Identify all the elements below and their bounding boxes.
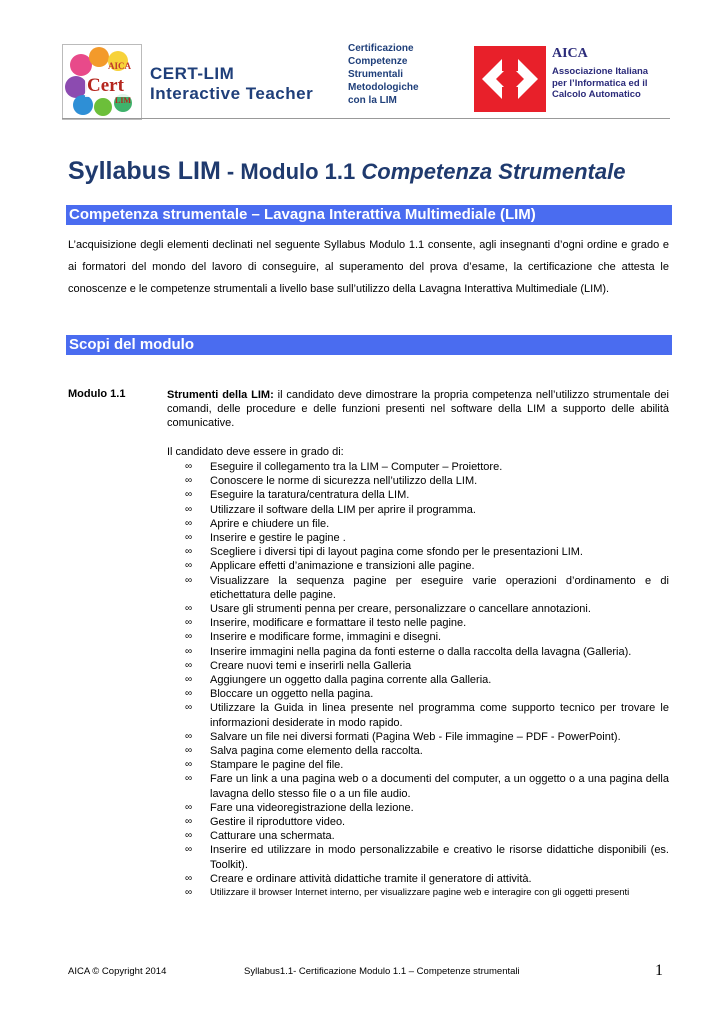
list-item-text: Inserire e gestire le pagine . (210, 532, 346, 545)
bullet-icon: ∞ (185, 517, 193, 529)
cert-desc-line: Metodologiche (348, 82, 419, 93)
cert-desc-line: Certificazione (348, 43, 414, 54)
bullet-icon: ∞ (185, 532, 193, 544)
list-item (185, 545, 669, 559)
bullet-icon: ∞ (185, 560, 193, 572)
list-item (185, 460, 669, 474)
list-item-text: Eseguire il collegamento tra la LIM – Computer – Proiettore. (210, 461, 503, 473)
list-item (185, 730, 669, 744)
flower-logo-icon (63, 45, 141, 119)
logo-aica-text: AICA (108, 61, 132, 71)
aica-desc-line: per l’Informatica ed il (552, 77, 648, 89)
list-item-text: Bloccare un oggetto nella pagina. (210, 688, 374, 701)
bullet-icon: ∞ (185, 659, 193, 671)
bullet-icon: ∞ (185, 503, 193, 515)
module-description (167, 388, 669, 430)
skills-list (185, 460, 669, 899)
bullet-icon: ∞ (185, 830, 193, 842)
bullet-icon: ∞ (185, 773, 193, 785)
page-header (62, 42, 670, 120)
list-item (185, 687, 669, 701)
list-item (185, 531, 669, 545)
bullet-icon: ∞ (185, 745, 193, 757)
bullet-icon: ∞ (185, 475, 193, 487)
bullet-icon: ∞ (185, 801, 193, 813)
bullet-icon: ∞ (185, 816, 193, 828)
module-title: Strumenti della LIM: (167, 389, 274, 401)
cert-desc-line: Strumentali (348, 69, 404, 80)
list-item-text: Fare un link a una pagina web o a documenti del computer, a un oggetto o a una pagina della lavagna dello stesso file o a un file audio. (210, 773, 669, 800)
list-item (185, 503, 669, 517)
list-item (185, 630, 669, 644)
list-item (185, 772, 669, 800)
list-item (185, 517, 669, 531)
list-item (185, 474, 669, 488)
intro-paragraph: L’acquisizione degli elementi declinati nel seguente Syllabus Modulo 1.1 consente, agli insegnanti d’ogni ordine e grado e ai formatori del mondo del lavoro di conseguire, al superamento del prova d’esame, la certificazione che attesta le conoscenze e le competenze strumentali a livello base sull’utilizzo della Lavagna Interattiva Multimediale (LIM). (68, 239, 669, 295)
cert-desc-line: Competenze (348, 56, 408, 67)
list-item (185, 744, 669, 758)
list-item (185, 488, 669, 502)
footer-center: Syllabus1.1- Certificazione Modulo 1.1 – Competenze strumentali (244, 966, 520, 977)
list-item-text: Creare nuovi temi e inserirli nella Galleria (210, 659, 412, 672)
list-item-text: Creare e ordinare attività didattiche tramite il generatore di attività. (210, 872, 532, 885)
list-item-text: Usare gli strumenti penna per creare, personalizzare o cancellare annotazioni. (210, 603, 591, 616)
title-subtitle: Competenza Strumentale (361, 159, 626, 184)
section-heading-scopi: Scopi del modulo (66, 335, 672, 355)
list-item (185, 829, 669, 843)
logo-cert-text: Cert (87, 75, 124, 96)
list-item (185, 602, 669, 616)
bullet-icon: ∞ (185, 645, 193, 657)
bullet-icon: ∞ (185, 603, 193, 615)
bullet-icon: ∞ (185, 872, 193, 884)
header-divider (62, 118, 670, 119)
bullet-icon: ∞ (185, 702, 193, 714)
section-heading-competenza: Competenza strumentale – Lavagna Interattiva Multimediale (LIM) (66, 205, 672, 225)
page-title (68, 157, 625, 186)
certification-description (348, 42, 458, 107)
list-item-text: Inserire ed utilizzare in modo personalizzabile e creativo le risorse didattiche disponibili (es. Toolkit). (210, 844, 669, 871)
list-item-text: Catturare una schermata. (210, 830, 335, 843)
list-item-text: Utilizzare il browser Internet interno, per visualizzare pagine web e interagire con gli oggetti presenti (210, 887, 630, 899)
page-number: 1 (655, 962, 663, 979)
bullet-icon: ∞ (185, 887, 193, 899)
certlim-subtitle: Interactive Teacher (150, 84, 314, 103)
list-item (185, 872, 669, 886)
module-desc-text: il candidato deve dimostrare la propria competenza nell’utilizzo strumentale dei comandi, delle procedure e delle funzioni presenti nel software della LIM a supporto delle abilità comunicative. (167, 389, 669, 429)
list-item-text: Scegliere i diversi tipi di layout pagina come sfondo per le presentazioni LIM. (210, 546, 583, 559)
skills-intro: Il candidato deve essere in grado di: (167, 446, 344, 458)
list-item (185, 616, 669, 630)
list-item-text: Utilizzare il software della LIM per aprire il programma. (210, 503, 476, 516)
certlim-brand (150, 64, 313, 104)
bullet-icon: ∞ (185, 674, 193, 686)
aica-title: AICA (552, 46, 588, 61)
bullet-icon: ∞ (185, 489, 193, 501)
list-item-text: Utilizzare la Guida in linea presente nel programma come supporto tecnico per trovare le informazioni desiderate in modo rapido. (210, 702, 669, 729)
list-item-text: Inserire e modificare forme, immagini e disegni. (210, 631, 442, 644)
title-main: Syllabus LIM (68, 157, 221, 185)
list-item-text: Salvare un file nei diversi formati (Pagina Web - File immagine – PDF - PowerPoint). (210, 730, 621, 743)
footer-copyright: AICA © Copyright 2014 (68, 966, 167, 977)
aica-cert-lim-logo (62, 44, 142, 120)
aica-desc-line: Calcolo Automatico (552, 89, 641, 100)
list-item (185, 843, 669, 871)
bullet-icon: ∞ (185, 631, 193, 643)
bullet-icon: ∞ (185, 844, 193, 856)
aica-description (552, 66, 672, 101)
list-item-text: Stampare le pagine del file. (210, 759, 344, 772)
bullet-icon: ∞ (185, 617, 193, 629)
list-item (185, 886, 669, 899)
list-item (185, 574, 669, 602)
bullet-icon: ∞ (185, 461, 193, 472)
list-item (185, 673, 669, 687)
list-item (185, 815, 669, 829)
list-item-text: Aggiungere un oggetto dalla pagina corrente alla Galleria. (210, 674, 492, 687)
list-item-text: Inserire, modificare e formattare il testo nelle pagine. (210, 617, 467, 630)
list-item-text: Gestire il riproduttore video. (210, 816, 346, 829)
list-item-text: Inserire immagini nella pagina da fonti esterne o dalla raccolta della lavagna (Galleria). (210, 645, 632, 658)
bullet-icon: ∞ (185, 574, 193, 586)
title-module: - Modulo 1.1 (220, 159, 362, 184)
list-item (185, 659, 669, 673)
cert-desc-line: con la LIM (348, 95, 397, 106)
bullet-icon: ∞ (185, 730, 193, 742)
list-item (185, 801, 669, 815)
bullet-icon: ∞ (185, 688, 193, 700)
list-item (185, 645, 669, 659)
list-item (185, 758, 669, 772)
module-label: Modulo 1.1 (68, 388, 126, 400)
list-item (185, 559, 669, 573)
aica-desc-line: Associazione Italiana (552, 66, 649, 77)
list-item-text: Applicare effetti d’animazione e transizioni alle pagine. (210, 560, 475, 573)
list-item-text: Salva pagina come elemento della raccolta. (210, 745, 423, 758)
list-item (185, 701, 669, 729)
list-item-text: Conoscere le norme di sicurezza nell’utilizzo della LIM. (210, 475, 478, 488)
certlim-title: CERT-LIM (150, 64, 235, 83)
bullet-icon: ∞ (185, 546, 193, 558)
list-item-text: Fare una videoregistrazione della lezione. (210, 801, 414, 814)
list-item-text: Aprire e chiudere un file. (210, 517, 330, 530)
list-item-text: Visualizzare la sequenza pagine per eseguire varie operazioni d’ordinamento e di etichettatura delle pagine. (210, 574, 669, 601)
bullet-icon: ∞ (185, 759, 193, 771)
logo-lim-text: LIM (115, 96, 131, 105)
aica-logo-icon (474, 46, 546, 112)
list-item-text: Eseguire la taratura/centratura della LIM. (210, 489, 410, 502)
